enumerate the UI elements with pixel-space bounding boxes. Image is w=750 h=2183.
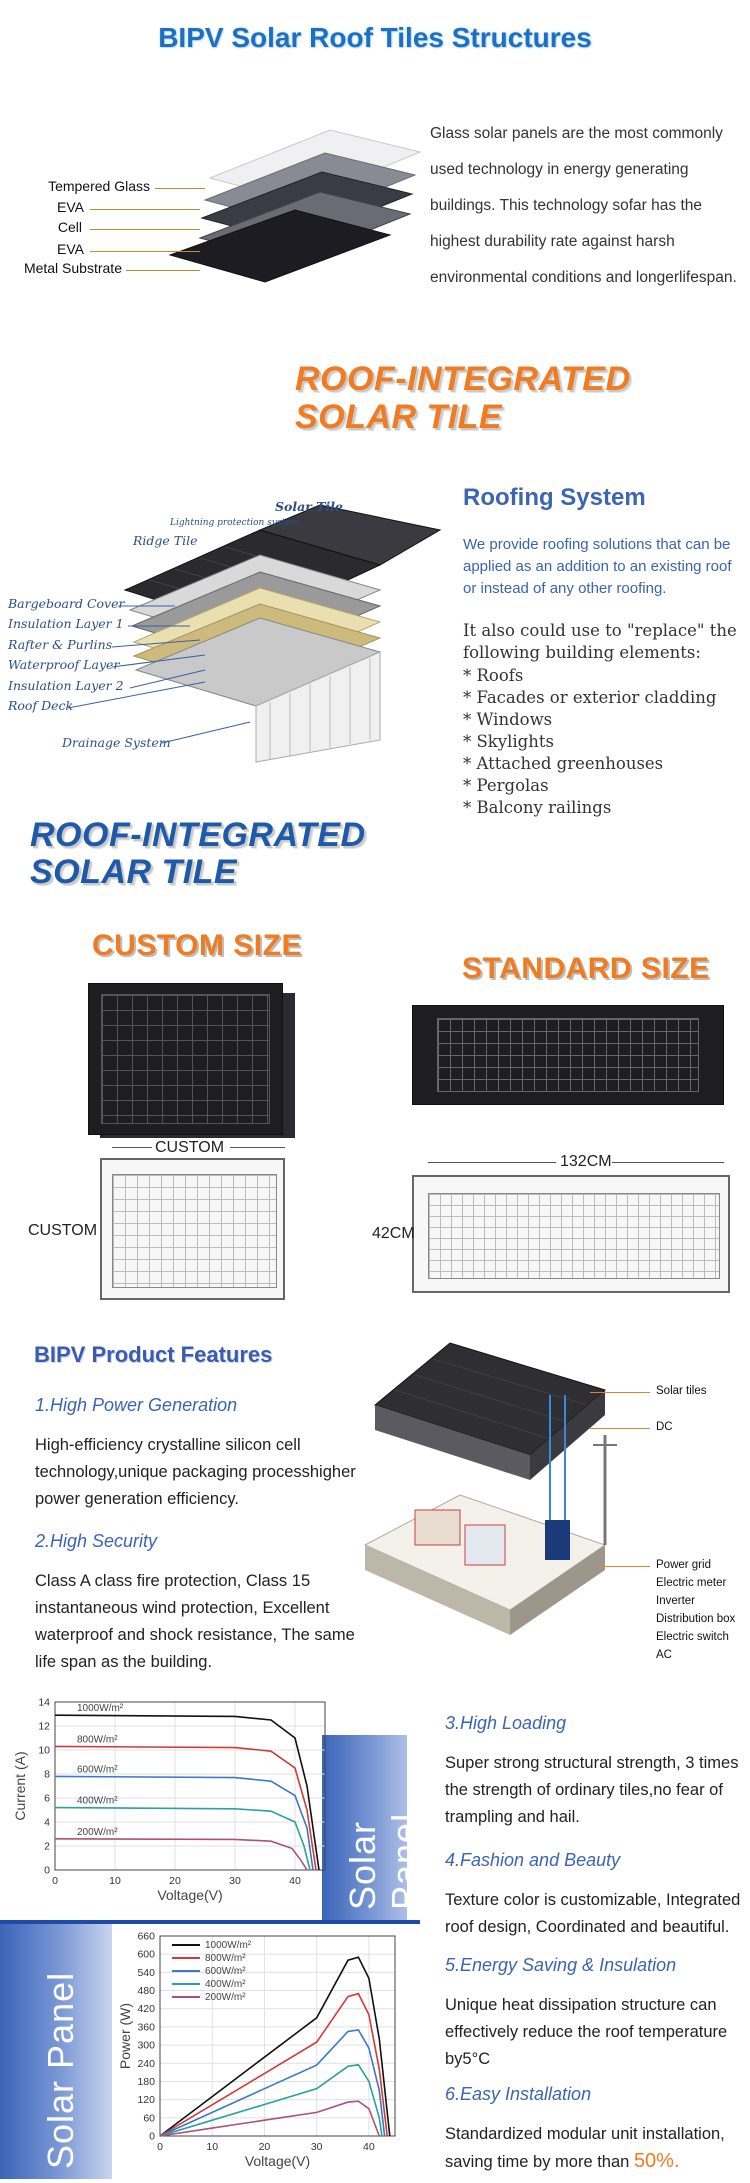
legend-label: 1000W/m² bbox=[205, 1940, 252, 1951]
standard-width-label: 132CM bbox=[560, 1153, 612, 1170]
y-axis-title: Power (W) bbox=[117, 2002, 133, 2070]
layer-label-tempered-glass: Tempered Glass bbox=[48, 178, 150, 194]
features-title: BIPV Product Features bbox=[34, 1342, 273, 1367]
house-leader bbox=[600, 1566, 650, 1567]
feature-3-title: 3.High Loading bbox=[445, 1713, 567, 1733]
iv-curve-chart bbox=[12, 1690, 320, 1920]
roofing-list bbox=[463, 665, 748, 819]
label-solar-tile: Solar Tile bbox=[275, 499, 343, 514]
y-tick-label: 0 bbox=[44, 1864, 50, 1877]
custom-tile-drawing bbox=[100, 1158, 285, 1300]
roofing-title: Roofing System bbox=[463, 484, 646, 511]
feature-6-text-wrap bbox=[445, 2121, 745, 2176]
y-tick-label: 0 bbox=[149, 2130, 155, 2143]
roofing-item: * Attached greenhouses bbox=[463, 754, 664, 773]
feature-1-text: High-efficiency crystalline silicon cell technology,unique packaging processhigher power generation efficiency. bbox=[35, 1436, 356, 1508]
series-line bbox=[55, 1776, 313, 1870]
y-tick-label: 2 bbox=[44, 1840, 50, 1853]
series-label: 200W/m² bbox=[77, 1826, 118, 1838]
x-tick-label: 40 bbox=[289, 1875, 301, 1887]
dim-line bbox=[612, 1162, 724, 1163]
panel-band-right bbox=[322, 1735, 425, 1920]
feature-3-text: Super strong structural strength, 3 times the strength of ordinary tiles,no fear of trampling and hail. bbox=[445, 1754, 739, 1826]
series-line bbox=[160, 2101, 379, 2136]
label-insulation-1: Insulation Layer 1 bbox=[8, 616, 124, 631]
intro-paragraph: Glass solar panels are the most commonly used technology in energy generating buildings. This technology sofar has the highest durability rate against harsh environmental conditions and longerlifespan. bbox=[430, 125, 737, 286]
layer-leader bbox=[90, 209, 200, 210]
house-leader bbox=[590, 1392, 650, 1393]
y-tick-label: 480 bbox=[137, 1985, 155, 1998]
y-tick-label: 12 bbox=[38, 1720, 50, 1733]
x-tick-label: 20 bbox=[258, 2141, 271, 2153]
roofing-intro: It also could use to "replace" the following building elements: bbox=[463, 621, 737, 662]
layer-leader bbox=[155, 188, 205, 189]
roofing-item: * Windows bbox=[463, 710, 553, 729]
plot-frame bbox=[55, 1702, 325, 1870]
label-waterproof: Waterproof Layer bbox=[8, 657, 120, 672]
feature-6-accent: 50%. bbox=[633, 2150, 680, 2172]
house-label-inverter: Inverter bbox=[656, 1595, 695, 1607]
banner-orange-line1: ROOF-INTEGRATED bbox=[295, 360, 631, 398]
series-line bbox=[55, 1839, 307, 1870]
custom-tile-photo bbox=[88, 983, 283, 1135]
house-label-ac: AC bbox=[656, 1649, 672, 1661]
plot-frame bbox=[160, 1936, 395, 2136]
house-label-electric-switch: Electric switch bbox=[656, 1631, 729, 1643]
house-label-solar-tiles: Solar tiles bbox=[656, 1385, 707, 1397]
house-label-dc: DC bbox=[656, 1421, 673, 1433]
label-insulation-2: Insulation Layer 2 bbox=[8, 678, 124, 693]
x-axis-title: Voltage(V) bbox=[244, 2153, 311, 2169]
house-leader bbox=[590, 1428, 650, 1429]
x-axis-title: Voltage(V) bbox=[157, 1887, 223, 1903]
series-label: 800W/m² bbox=[77, 1734, 118, 1746]
panel-band-right-text: Solar Panel bbox=[342, 1812, 425, 1910]
roofing-item: * Pergolas bbox=[463, 776, 549, 795]
dim-line bbox=[230, 1147, 285, 1148]
x-tick-label: 20 bbox=[169, 1875, 181, 1887]
layer-label-metal-substrate: Metal Substrate bbox=[23, 260, 122, 276]
standard-tile-drawing bbox=[412, 1175, 730, 1293]
y-tick-label: 4 bbox=[44, 1816, 50, 1829]
standard-size-title: STANDARD SIZE bbox=[462, 952, 710, 985]
layer-stack-image bbox=[150, 120, 440, 290]
label-rafter: Rafter & Purlins bbox=[8, 637, 113, 652]
banner-blue-line1: ROOF-INTEGRATED bbox=[30, 816, 366, 854]
panel-band-left bbox=[0, 1924, 112, 2179]
series-line bbox=[160, 2065, 382, 2136]
feature-2-text: Class A class fire protection, Class 15 instantaneous wind protection, Excellent waterproof and shock resistance, The same life span as the building. bbox=[35, 1572, 355, 1671]
x-tick-label: 30 bbox=[310, 2141, 323, 2153]
roof-leader-lines bbox=[0, 500, 300, 760]
feature-2-title: 2.High Security bbox=[35, 1531, 158, 1551]
y-tick-label: 60 bbox=[143, 2112, 155, 2125]
y-tick-label: 14 bbox=[38, 1696, 50, 1709]
series-label: 1000W/m² bbox=[77, 1703, 124, 1715]
y-tick-label: 10 bbox=[38, 1744, 50, 1757]
y-tick-label: 300 bbox=[137, 2039, 155, 2052]
banner-blue-line2: SOLAR TILE bbox=[30, 853, 238, 891]
x-tick-label: 0 bbox=[157, 2141, 163, 2153]
x-tick-label: 30 bbox=[229, 1875, 241, 1887]
y-tick-label: 600 bbox=[137, 1948, 155, 1961]
pv-curve-chart bbox=[100, 1928, 420, 2180]
y-tick-label: 660 bbox=[137, 1930, 155, 1943]
y-tick-label: 240 bbox=[137, 2057, 155, 2070]
feature-1-title: 1.High Power Generation bbox=[35, 1395, 238, 1415]
feature-4-text: Texture color is customizable, Integrated roof design, Coordinated and beautiful. bbox=[445, 1891, 741, 1936]
feature-6-title: 6.Easy Installation bbox=[445, 2084, 592, 2104]
dim-line bbox=[428, 1162, 556, 1163]
y-axis-title: Current (A) bbox=[12, 1751, 28, 1821]
layer-label-eva-2: EVA bbox=[57, 241, 84, 257]
series-label: 600W/m² bbox=[77, 1764, 118, 1776]
panel-band-left-text: Solar Panel bbox=[40, 1971, 81, 2169]
custom-size-title: CUSTOM SIZE bbox=[92, 929, 302, 962]
custom-width-label: CUSTOM bbox=[155, 1139, 225, 1156]
x-tick-label: 10 bbox=[109, 1875, 121, 1887]
legend-label: 400W/m² bbox=[205, 1979, 246, 1990]
page-title: BIPV Solar Roof Tiles Structures bbox=[158, 22, 592, 53]
x-tick-label: 10 bbox=[206, 2141, 219, 2153]
y-tick-label: 120 bbox=[137, 2094, 155, 2107]
y-tick-label: 8 bbox=[44, 1768, 50, 1781]
label-lightning: Lightning protection system bbox=[170, 518, 299, 528]
feature-4-title: 4.Fashion and Beauty bbox=[445, 1850, 621, 1870]
standard-height-label: 42CM bbox=[372, 1225, 415, 1242]
x-tick-label: 40 bbox=[363, 2141, 375, 2153]
feature-6-text: Standardized modular unit installation, saving time by more than bbox=[445, 2125, 725, 2171]
legend-label: 200W/m² bbox=[205, 1992, 246, 2003]
y-tick-label: 360 bbox=[137, 2021, 155, 2034]
y-tick-label: 540 bbox=[137, 1966, 155, 1979]
house-diagram-image bbox=[355, 1335, 615, 1665]
label-bargeboard: Bargeboard Cover bbox=[8, 596, 125, 611]
roofing-item: * Balcony railings bbox=[463, 798, 612, 817]
x-tick-label: 0 bbox=[52, 1875, 58, 1887]
house-label-distribution-box: Distribution box bbox=[656, 1613, 736, 1625]
dim-line bbox=[112, 1147, 152, 1148]
y-tick-label: 420 bbox=[137, 2003, 155, 2016]
custom-height-label: CUSTOM bbox=[28, 1222, 98, 1239]
y-tick-label: 6 bbox=[44, 1792, 50, 1805]
roofing-item: * Roofs bbox=[463, 666, 524, 685]
house-label-power-grid: Power grid bbox=[656, 1559, 711, 1571]
roofing-blue-text: We provide roofing solutions that can be applied as an addition to an existing roof or instead of any other roofing. bbox=[463, 536, 732, 597]
layer-label-eva: EVA bbox=[57, 199, 84, 215]
feature-5-title: 5.Energy Saving & Insulation bbox=[445, 1955, 677, 1975]
layer-label-cell: Cell bbox=[57, 219, 82, 235]
series-label: 400W/m² bbox=[77, 1795, 118, 1807]
layer-leader bbox=[90, 251, 200, 252]
label-drainage: Drainage System bbox=[62, 735, 171, 750]
series-line bbox=[160, 2030, 385, 2136]
y-tick-label: 180 bbox=[137, 2075, 155, 2088]
feature-5-text: Unique heat dissipation structure can effectively reduce the roof temperature by5°C bbox=[445, 1996, 728, 2068]
legend-label: 600W/m² bbox=[205, 1966, 246, 1977]
roofing-item: * Skylights bbox=[463, 732, 554, 751]
standard-tile-photo bbox=[412, 1005, 724, 1105]
label-roof-deck: Roof Deck bbox=[8, 698, 74, 713]
legend-label: 800W/m² bbox=[205, 1953, 246, 1964]
layer-leader bbox=[126, 270, 200, 271]
banner-orange-line2: SOLAR TILE bbox=[295, 398, 503, 436]
roofing-item: * Facades or exterior cladding bbox=[463, 688, 717, 707]
layer-leader bbox=[90, 229, 200, 230]
house-label-electric-meter: Electric meter bbox=[656, 1577, 727, 1589]
label-ridge-tile: Ridge Tile bbox=[133, 533, 198, 548]
